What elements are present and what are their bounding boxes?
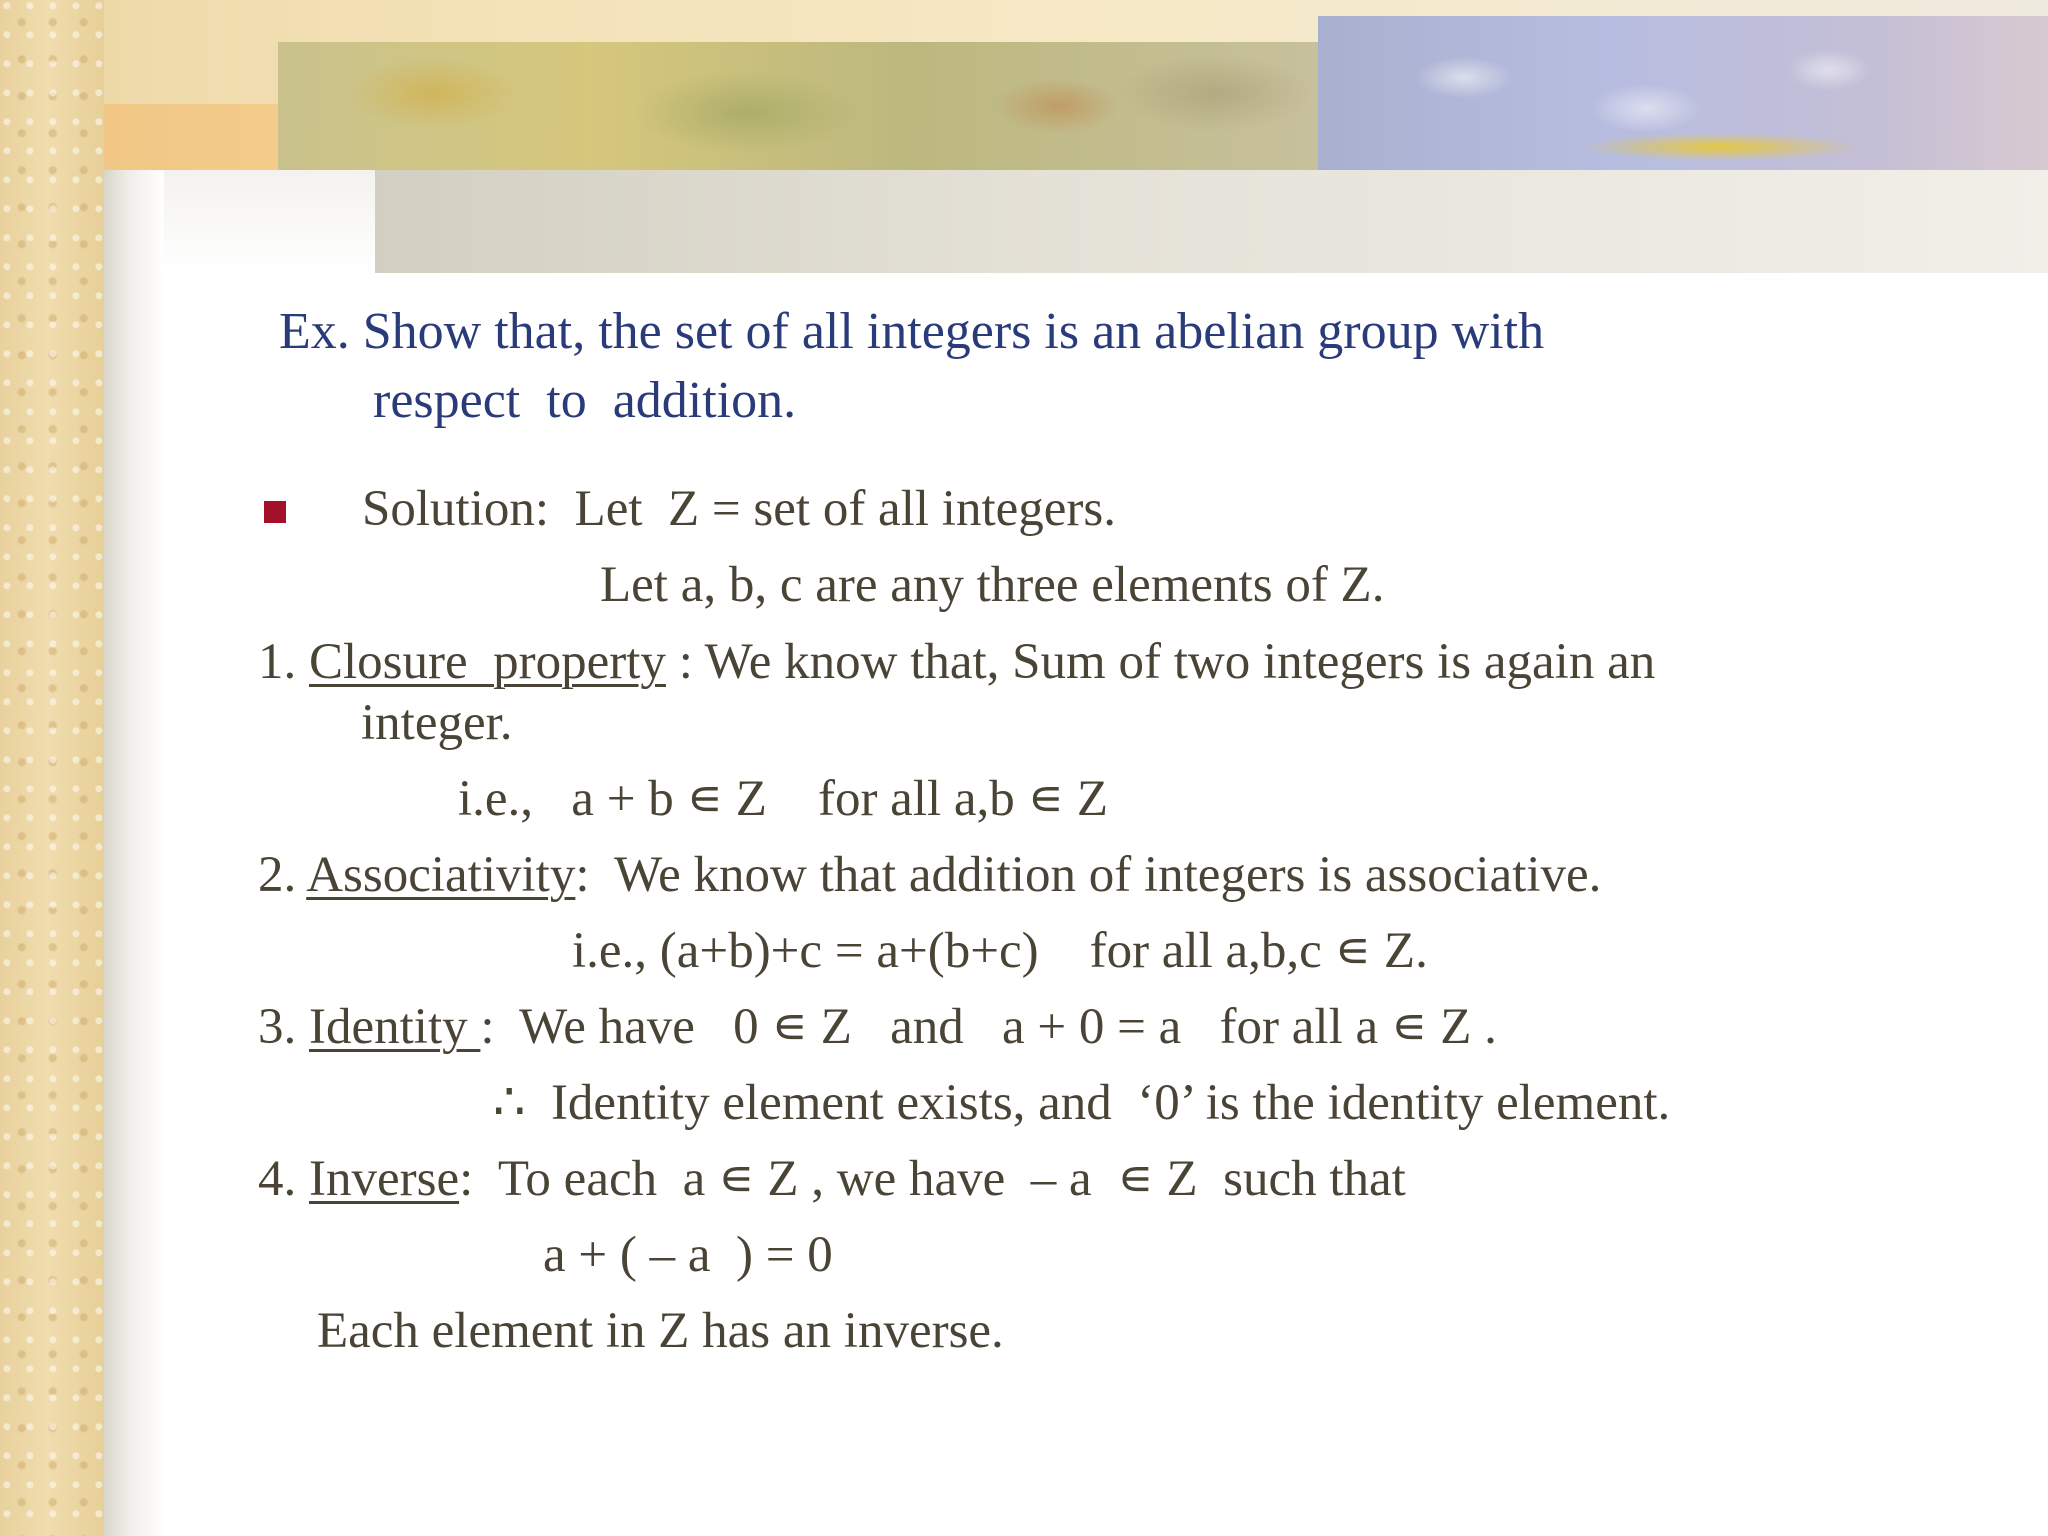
- header-grey-bar: [375, 170, 2048, 273]
- identity-line: [258, 999, 1497, 1055]
- identity-text: : We have 0 ∊ Z and a + 0 = a for all a ∊ Z .: [480, 999, 1497, 1055]
- associativity-formula: i.e., (a+b)+c = a+(b+c) for all a,b,c ∊ Z.: [572, 923, 1428, 979]
- identity-number: 3.: [258, 999, 309, 1055]
- inverse-conclusion: Each element in Z has an inverse.: [317, 1303, 1004, 1359]
- associativity-label: Associativity: [306, 847, 576, 903]
- identity-conclusion: ∴ Identity element exists, and ‘0’ is the identity element.: [493, 1075, 1671, 1131]
- closure-continuation: integer.: [361, 695, 513, 751]
- associativity-line: [258, 847, 1602, 903]
- inverse-label: Inverse: [309, 1151, 460, 1207]
- closure-text: : We know that, Sum of two integers is again an: [665, 634, 1656, 690]
- slide-title-line2: respect to addition.: [373, 372, 797, 429]
- inverse-number: 4.: [258, 1151, 309, 1207]
- closure-label: Closure property: [309, 634, 666, 690]
- closure-line: [258, 634, 1656, 690]
- identity-label: Identity: [309, 999, 481, 1055]
- associativity-text: : We know that addition of integers is associative.: [575, 847, 1602, 903]
- slide-title-line1: Ex. Show that, the set of all integers is an abelian group with: [279, 303, 1545, 360]
- solution-line1: Solution: Let Z = set of all integers.: [362, 481, 1116, 537]
- solution-line2: Let a, b, c are any three elements of Z.: [600, 557, 1385, 613]
- bullet-square-icon: [264, 501, 286, 523]
- left-shadow: [104, 170, 164, 1536]
- closure-formula: i.e., a + b ∊ Z for all a,b ∊ Z: [458, 771, 1109, 827]
- header-stone-image: [1318, 16, 2048, 170]
- header-floral-image: [278, 42, 1318, 170]
- left-texture-border: [0, 0, 104, 1536]
- closure-number: 1.: [258, 634, 309, 690]
- inverse-line: [258, 1151, 1406, 1207]
- inverse-text: : To each a ∊ Z , we have – a ∊ Z such that: [459, 1151, 1406, 1207]
- inverse-formula: a + ( – a ) = 0: [543, 1227, 833, 1283]
- associativity-number: 2.: [258, 847, 307, 903]
